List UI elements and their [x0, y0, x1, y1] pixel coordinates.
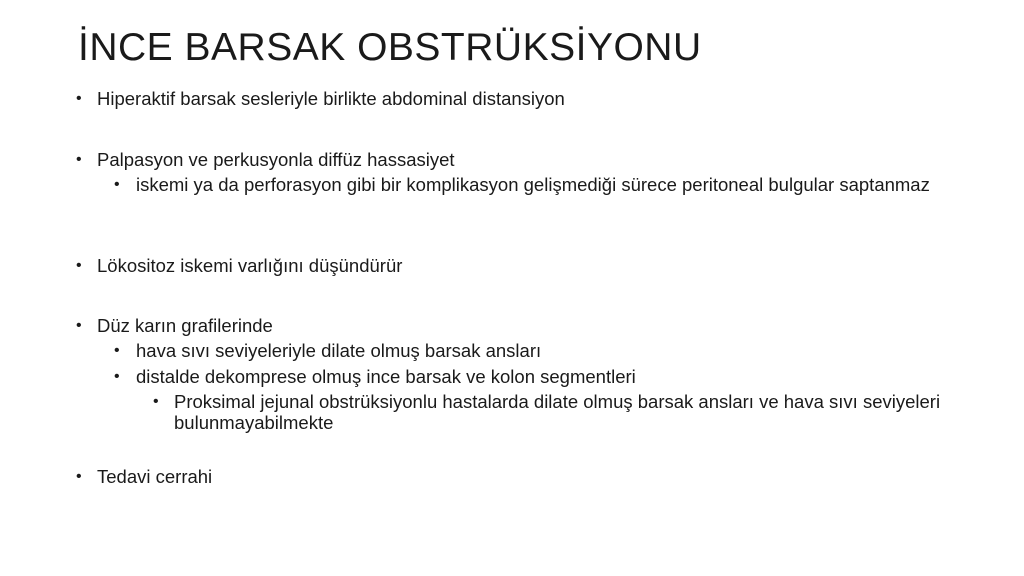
bullet-item: Palpasyon ve perkusyonla diffüz hassasiyet — [97, 149, 455, 170]
sub-bullet-icon: • — [114, 176, 120, 193]
bullet-icon: • — [76, 151, 82, 168]
sub-bullet-item: hava sıvı seviyeleriyle dilate olmuş barsak ansları — [136, 340, 542, 361]
bullet-icon: • — [76, 257, 82, 274]
sub-bullet-item: iskemi ya da perforasyon gibi bir komplikasyon gelişmediği sürece peritoneal bulgular saptanmaz — [136, 174, 930, 195]
sub-sub-bullet-icon: • — [153, 393, 159, 410]
bullet-item: Tedavi cerrahi — [97, 466, 213, 487]
sub-sub-bullet-item: Proksimal jejunal obstrüksiyonlu hastalarda dilate olmuş barsak ansları ve hava sıvı seviyeleri bulunmayabilmekte — [174, 391, 941, 433]
sub-bullet-icon: • — [114, 342, 120, 359]
bullet-icon: • — [76, 468, 82, 485]
bullet-item: Lökositoz iskemi varlığını düşündürür — [97, 255, 403, 276]
bullet-icon: • — [76, 90, 82, 107]
bullet-icon: • — [76, 317, 82, 334]
sub-bullet-item: distalde dekomprese olmuş ince barsak ve kolon segmentleri — [136, 366, 636, 387]
bullet-item: Düz karın grafilerinde — [97, 315, 273, 336]
bullet-item: Hiperaktif barsak sesleriyle birlikte abdominal distansiyon — [97, 88, 565, 109]
sub-bullet-icon: • — [114, 368, 120, 385]
slide-title: İNCE BARSAK OBSTRÜKSİYONU — [78, 26, 702, 69]
